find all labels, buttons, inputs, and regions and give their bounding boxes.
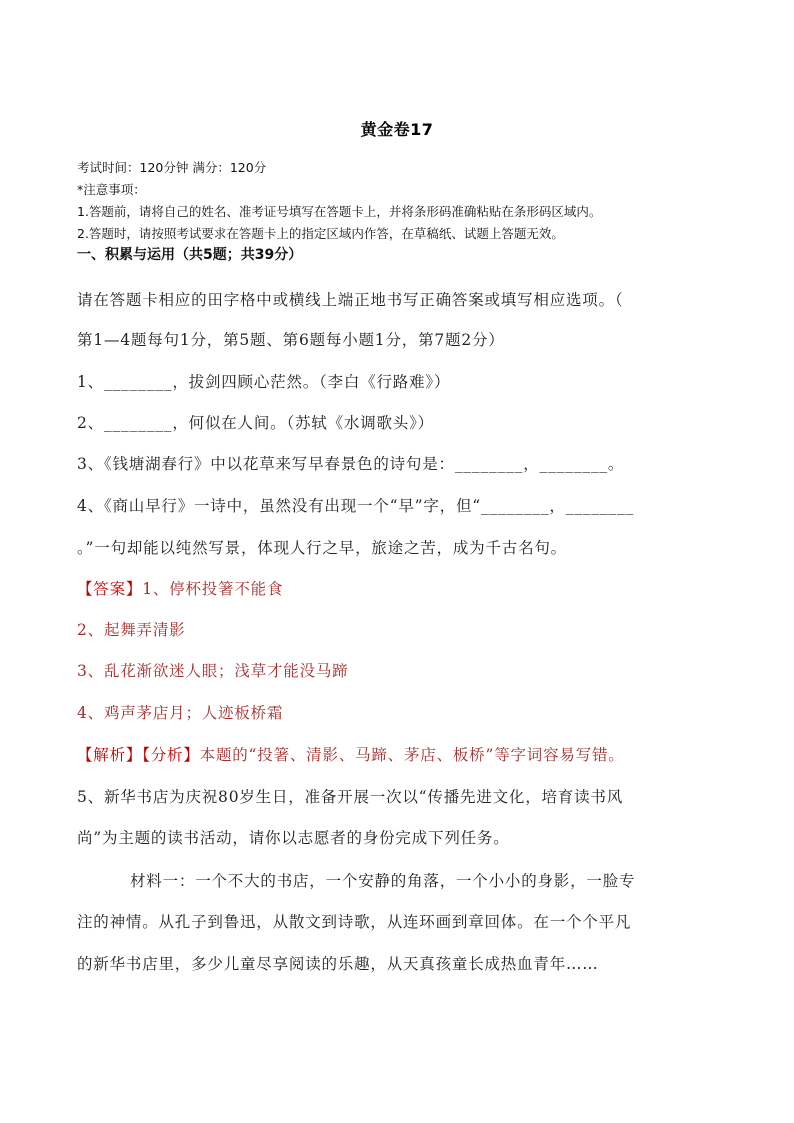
exam-info: 考试时间：120分钟 满分：120分 [77,160,267,175]
paper-title: 黄金卷17 [360,120,434,139]
question-4-line-1: 4、《商山早行》一诗中，虽然没有出现一个“早”字，但“________，________ [77,497,635,515]
notice-title: *注意事项： [77,182,146,197]
question-4-line-2: 。”一句却能以纯然写景，体现人行之早，旅途之苦，成为千古名句。 [77,539,567,557]
answer-line-1 [77,577,283,599]
answer-3: 3、乱花渐欲迷人眼；浅草才能没马蹄 [77,662,349,680]
instruction-line-1: 请在答题卡相应的田字格中或横线上端正地书写正确答案或填写相应选项。（ [77,291,624,309]
question-1: 1、________，拔剑四顾心茫然。（李白《行路难》） [77,373,451,391]
notice-item-2: 2.答题时，请按照考试要求在答题卡上的指定区域内作答，在草稿纸、试题上答题无效。 [77,226,564,241]
question-2: 2、________，何似在人间。（苏轼《水调歌头》） [77,414,434,432]
question-3: 3、《钱塘湖春行》中以花草来写早春景色的诗句是：________，________。 [77,455,625,473]
analysis-text: 本题的“投箸、清影、马蹄、茅店、板桥”等字词容易写错。 [199,746,625,764]
instruction-line-2: 第1—4题每句1分，第5题、第6题每小题1分，第7题2分） [77,331,505,349]
answer-tag: 【答案】 [77,580,143,598]
section-heading: 一、积累与运用（共5题；共39分） [77,247,303,263]
answer-4: 4、鸡声茅店月；人迹板桥霜 [77,704,284,722]
question-5-line-2: 尚”为主题的读书活动，请你以志愿者的身份完成下列任务。 [77,829,510,847]
analysis-tag: 【解析】【分析】 [77,746,200,764]
answer-1: 1、停杯投箸不能食 [142,580,284,598]
answer-2: 2、起舞弄清影 [77,621,186,639]
analysis-line [77,743,625,765]
material-line-1: 材料一：一个不大的书店，一个安静的角落，一个小小的身影，一脸专 [130,872,636,890]
question-5-line-1: 5、新华书店为庆祝80岁生日，准备开展一次以“传播先进文化，培育读书风 [77,788,624,806]
material-line-2: 注的神情。从孔子到鲁迅，从散文到诗歌，从连环画到章回体。在一个个平凡 [77,913,632,931]
material-line-3: 的新华书店里，多少儿童尽享阅读的乐趣，从天真孩童长成热血青年…… [77,955,599,973]
notice-item-1: 1.答题前，请将自己的姓名、准考证号填写在答题卡上，并将条形码准确粘贴在条形码区域内。 [77,204,602,219]
